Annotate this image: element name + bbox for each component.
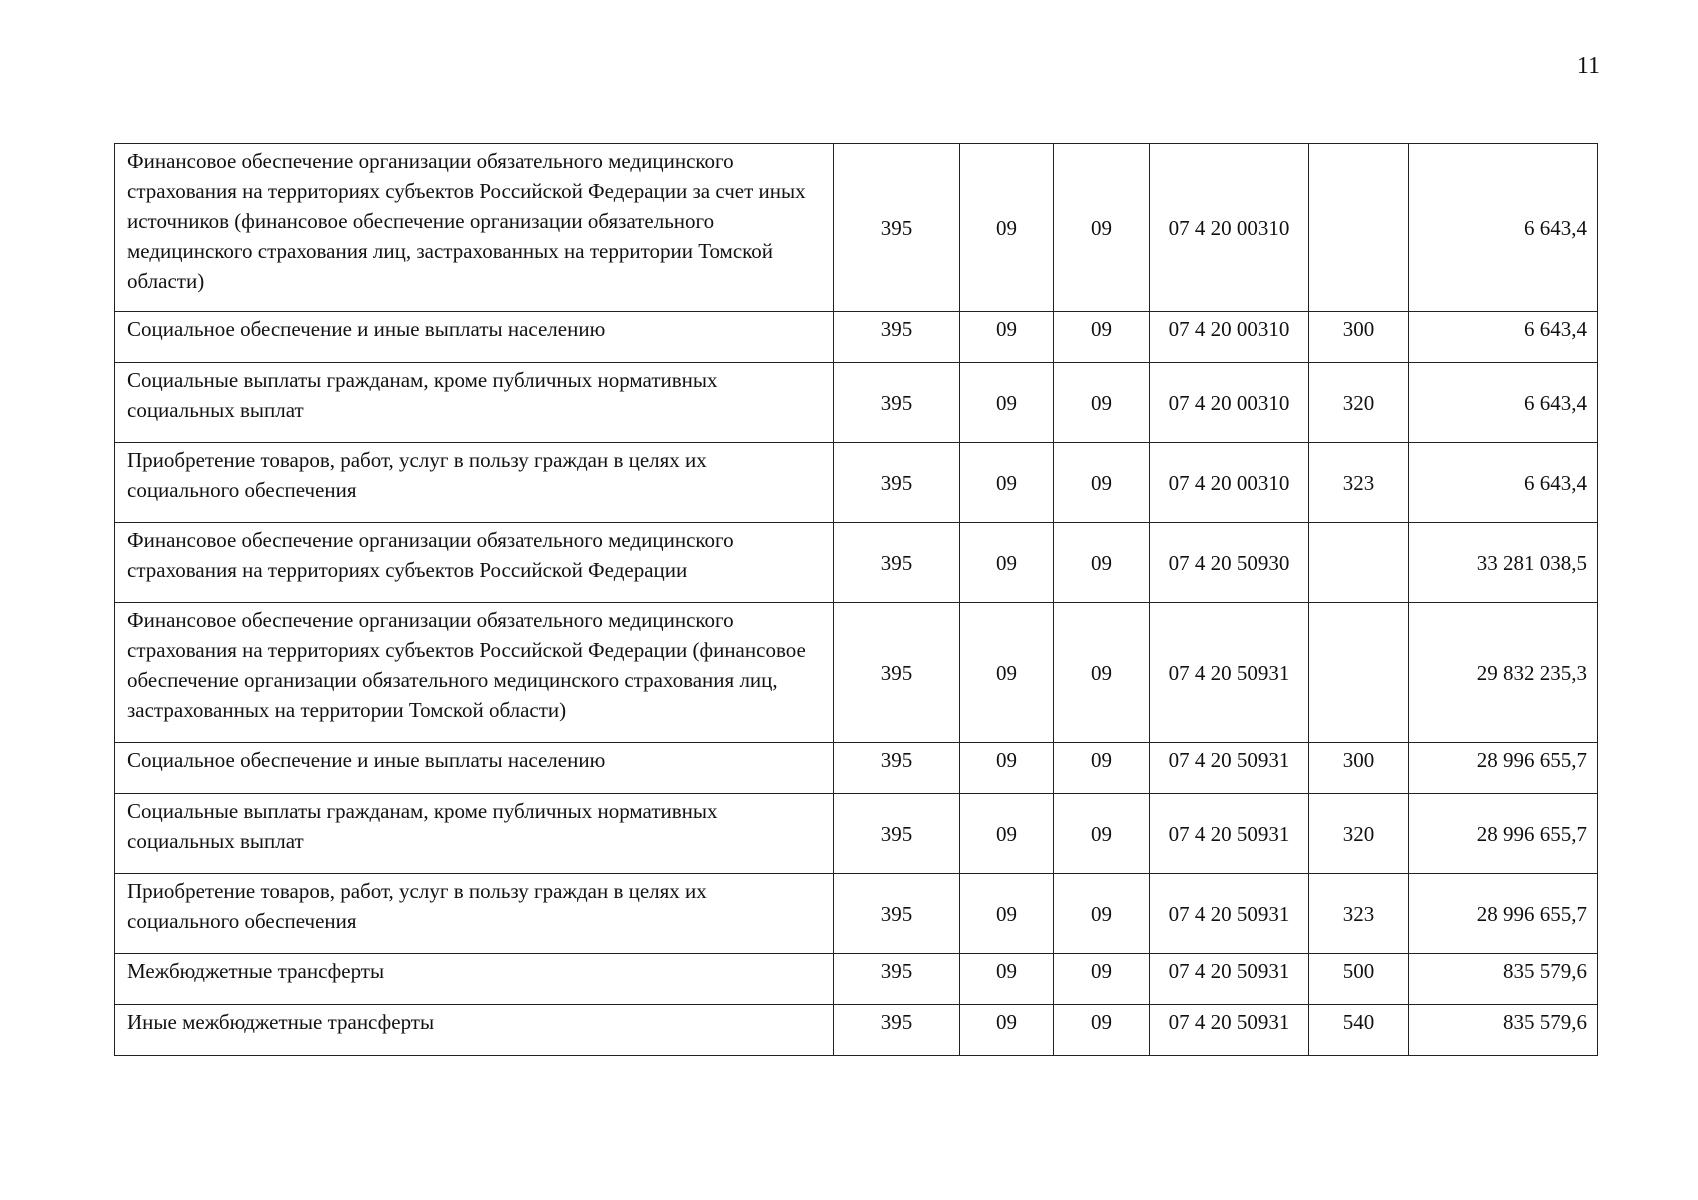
ministry-code: 395 bbox=[834, 312, 960, 363]
expense-type-code: 300 bbox=[1309, 312, 1409, 363]
target-article-code: 07 4 20 50931 bbox=[1150, 1005, 1309, 1056]
target-article-code: 07 4 20 50931 bbox=[1150, 954, 1309, 1005]
expense-type-code: 323 bbox=[1309, 874, 1409, 954]
ministry-code: 395 bbox=[834, 603, 960, 743]
row-name: Социальные выплаты гражданам, кроме публичных нормативных социальных выплат bbox=[115, 363, 834, 443]
table-row bbox=[115, 603, 1598, 743]
amount: 6 643,4 bbox=[1409, 443, 1598, 523]
row-name: Финансовое обеспечение организации обязательного медицинского страхования на территориях субъектов Российской Федерации bbox=[115, 523, 834, 603]
section-code: 09 bbox=[960, 144, 1054, 312]
ministry-code: 395 bbox=[834, 794, 960, 874]
row-name: Финансовое обеспечение организации обязательного медицинского страхования на территориях субъектов Российской Федерации за счет иных источников (финансовое обеспечение организации обязательного медицинского страхования лиц, застрахованных на территории Томской области) bbox=[115, 144, 834, 312]
expense-type-code bbox=[1309, 603, 1409, 743]
expense-type-code: 320 bbox=[1309, 794, 1409, 874]
subsection-code: 09 bbox=[1054, 1005, 1150, 1056]
amount: 6 643,4 bbox=[1409, 144, 1598, 312]
expense-type-code: 323 bbox=[1309, 443, 1409, 523]
subsection-code: 09 bbox=[1054, 443, 1150, 523]
ministry-code: 395 bbox=[834, 443, 960, 523]
subsection-code: 09 bbox=[1054, 954, 1150, 1005]
subsection-code: 09 bbox=[1054, 312, 1150, 363]
amount: 6 643,4 bbox=[1409, 312, 1598, 363]
table-row bbox=[115, 743, 1598, 794]
amount: 28 996 655,7 bbox=[1409, 794, 1598, 874]
row-name: Межбюджетные трансферты bbox=[115, 954, 834, 1005]
subsection-code: 09 bbox=[1054, 523, 1150, 603]
target-article-code: 07 4 20 50931 bbox=[1150, 603, 1309, 743]
row-name: Социальное обеспечение и иные выплаты населению bbox=[115, 743, 834, 794]
table-row bbox=[115, 523, 1598, 603]
page-number: 11 bbox=[1576, 53, 1600, 79]
ministry-code: 395 bbox=[834, 954, 960, 1005]
expense-type-code bbox=[1309, 523, 1409, 603]
ministry-code: 395 bbox=[834, 363, 960, 443]
table-row bbox=[115, 954, 1598, 1005]
expense-type-code bbox=[1309, 144, 1409, 312]
subsection-code: 09 bbox=[1054, 874, 1150, 954]
table-row bbox=[115, 363, 1598, 443]
section-code: 09 bbox=[960, 603, 1054, 743]
section-code: 09 bbox=[960, 874, 1054, 954]
subsection-code: 09 bbox=[1054, 743, 1150, 794]
table-row bbox=[115, 1005, 1598, 1056]
target-article-code: 07 4 20 50930 bbox=[1150, 523, 1309, 603]
table-row bbox=[115, 443, 1598, 523]
target-article-code: 07 4 20 50931 bbox=[1150, 743, 1309, 794]
amount: 29 832 235,3 bbox=[1409, 603, 1598, 743]
row-name: Иные межбюджетные трансферты bbox=[115, 1005, 834, 1056]
amount: 28 996 655,7 bbox=[1409, 743, 1598, 794]
section-code: 09 bbox=[960, 1005, 1054, 1056]
amount: 28 996 655,7 bbox=[1409, 874, 1598, 954]
ministry-code: 395 bbox=[834, 1005, 960, 1056]
subsection-code: 09 bbox=[1054, 363, 1150, 443]
section-code: 09 bbox=[960, 954, 1054, 1005]
amount: 835 579,6 bbox=[1409, 954, 1598, 1005]
row-name: Приобретение товаров, работ, услуг в пользу граждан в целях их социального обеспечения bbox=[115, 443, 834, 523]
ministry-code: 395 bbox=[834, 874, 960, 954]
section-code: 09 bbox=[960, 523, 1054, 603]
section-code: 09 bbox=[960, 363, 1054, 443]
row-name: Приобретение товаров, работ, услуг в пользу граждан в целях их социального обеспечения bbox=[115, 874, 834, 954]
subsection-code: 09 bbox=[1054, 603, 1150, 743]
amount: 6 643,4 bbox=[1409, 363, 1598, 443]
row-name: Социальное обеспечение и иные выплаты населению bbox=[115, 312, 834, 363]
ministry-code: 395 bbox=[834, 523, 960, 603]
ministry-code: 395 bbox=[834, 144, 960, 312]
amount: 33 281 038,5 bbox=[1409, 523, 1598, 603]
expense-type-code: 500 bbox=[1309, 954, 1409, 1005]
target-article-code: 07 4 20 50931 bbox=[1150, 794, 1309, 874]
section-code: 09 bbox=[960, 312, 1054, 363]
budget-table bbox=[114, 143, 1598, 1056]
section-code: 09 bbox=[960, 794, 1054, 874]
expense-type-code: 540 bbox=[1309, 1005, 1409, 1056]
target-article-code: 07 4 20 00310 bbox=[1150, 363, 1309, 443]
row-name: Финансовое обеспечение организации обязательного медицинского страхования на территориях субъектов Российской Федерации (финансовое обеспечение организации обязательного медицинского страхования лиц, застрахованных на территории Томской области) bbox=[115, 603, 834, 743]
target-article-code: 07 4 20 00310 bbox=[1150, 144, 1309, 312]
target-article-code: 07 4 20 00310 bbox=[1150, 443, 1309, 523]
target-article-code: 07 4 20 00310 bbox=[1150, 312, 1309, 363]
section-code: 09 bbox=[960, 443, 1054, 523]
table-row bbox=[115, 794, 1598, 874]
target-article-code: 07 4 20 50931 bbox=[1150, 874, 1309, 954]
expense-type-code: 320 bbox=[1309, 363, 1409, 443]
ministry-code: 395 bbox=[834, 743, 960, 794]
table-row bbox=[115, 874, 1598, 954]
table-row bbox=[115, 312, 1598, 363]
row-name: Социальные выплаты гражданам, кроме публичных нормативных социальных выплат bbox=[115, 794, 834, 874]
expense-type-code: 300 bbox=[1309, 743, 1409, 794]
subsection-code: 09 bbox=[1054, 144, 1150, 312]
amount: 835 579,6 bbox=[1409, 1005, 1598, 1056]
subsection-code: 09 bbox=[1054, 794, 1150, 874]
section-code: 09 bbox=[960, 743, 1054, 794]
table-row bbox=[115, 144, 1598, 312]
